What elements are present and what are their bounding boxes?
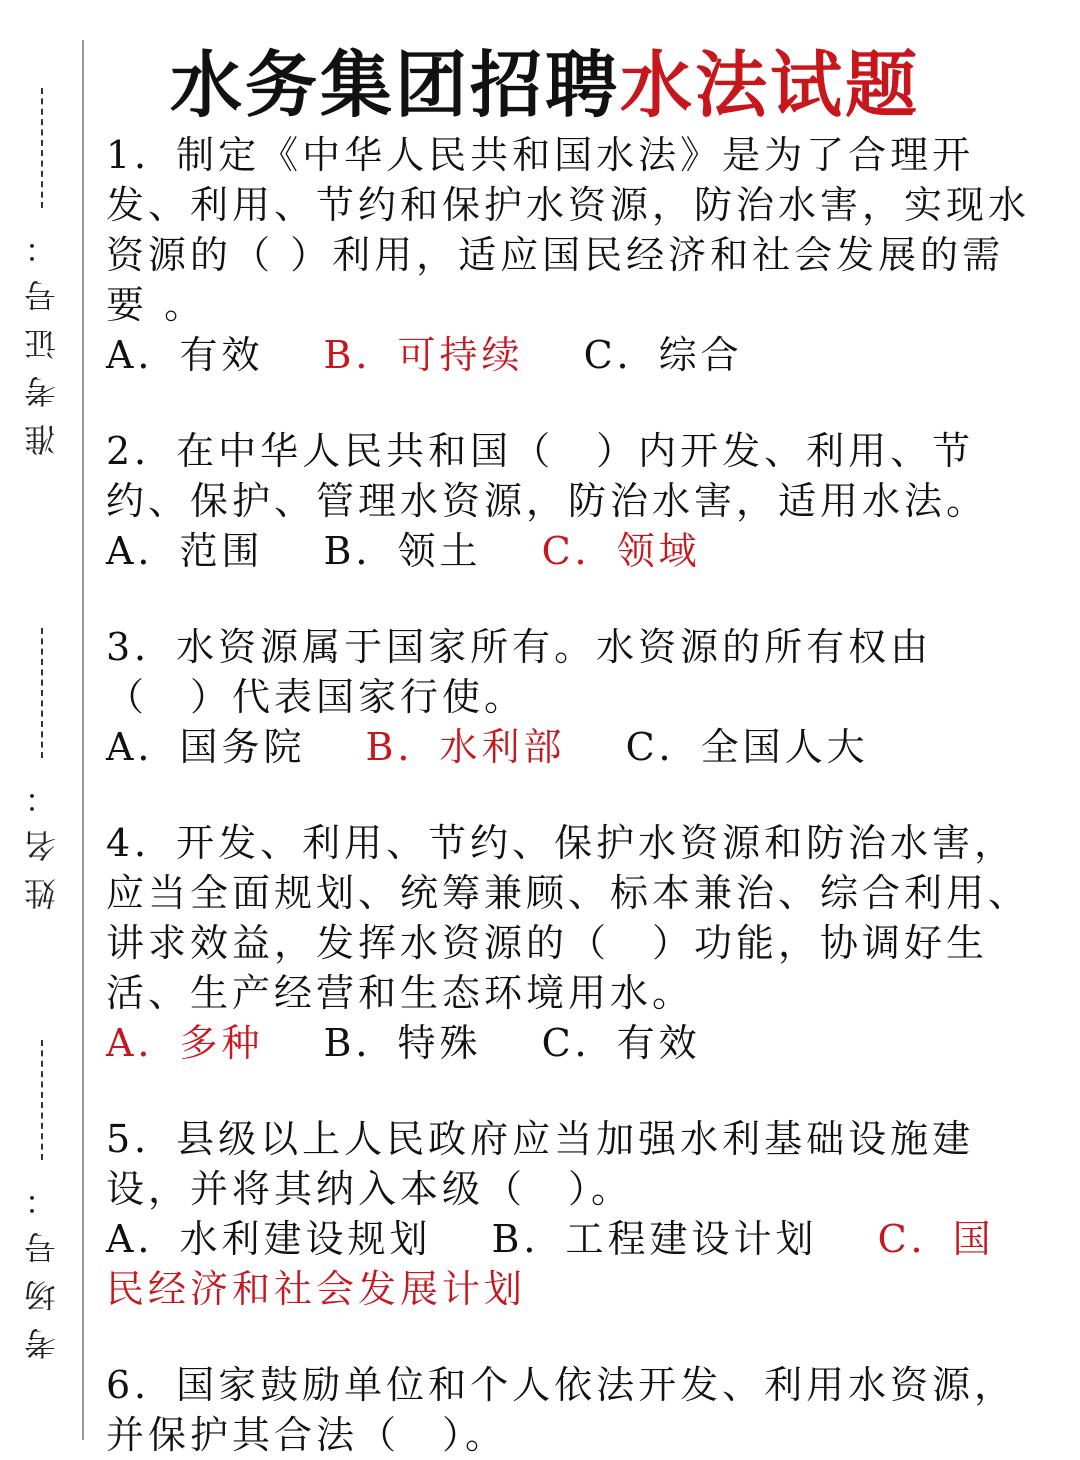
question-6-text: 6．国家鼓励单位和个人依法开发、利用水资源，并保护其合法（ ）。 <box>106 1363 1017 1457</box>
question-3-options <box>106 722 1036 772</box>
question-4-text: 4．开发、利用、节约、保护水资源和防治水害，应当全面规划、统筹兼顾、标本兼治、综合利用、讲求效益，发挥水资源的（ ）功能，协调好生活、生产经营和生态环境用水。 <box>106 821 1031 1015</box>
question-2-option-b: B．领土 <box>323 529 482 573</box>
question-5-options <box>106 1214 1036 1314</box>
exam-room-blank <box>41 1040 43 1160</box>
question-4-option-a: A．多种 <box>106 1021 264 1065</box>
question-5 <box>106 1114 1036 1314</box>
question-1-option-c: C．综合 <box>583 333 743 377</box>
exam-room-label: 考场号： <box>23 1168 61 1360</box>
exam-room-field <box>20 1040 64 1360</box>
question-5-option-a: A．水利建设规划 <box>106 1217 432 1261</box>
question-3-option-b: B．水利部 <box>365 725 566 769</box>
title-red-part: 水法试题 <box>620 43 921 127</box>
question-2-options <box>106 526 1036 576</box>
name-label: 姓名： <box>23 766 61 910</box>
question-4 <box>106 818 1036 1068</box>
admission-number-blank <box>41 88 43 208</box>
admission-number-field <box>20 88 64 456</box>
question-1-option-b: B．可持续 <box>323 333 524 377</box>
question-4-option-c: C．有效 <box>541 1021 701 1065</box>
question-1-text: 1．制定《中华人民共和国水法》是为了合理开发、利用、节约和保护水资源，防治水害，实现水资源的（ ）利用，适应国民经济和社会发展的需要 。 <box>106 133 1031 327</box>
question-4-option-b: B．特殊 <box>323 1021 482 1065</box>
question-5-text: 5．县级以上人民政府应当加强水利基础设施建设，并将其纳入本级（ ）。 <box>106 1117 975 1211</box>
question-list <box>106 130 1036 1460</box>
title-black-part: 水务集团招聘 <box>170 43 621 127</box>
page-title <box>170 40 920 130</box>
question-2-option-a: A．范围 <box>106 529 264 573</box>
exam-info-margin <box>0 0 84 1440</box>
question-1-options <box>106 330 1036 380</box>
name-blank <box>41 628 43 758</box>
question-2 <box>106 426 1036 576</box>
name-field <box>20 628 64 910</box>
question-4-options <box>106 1018 1036 1068</box>
question-3-option-c: C．全国人大 <box>625 725 869 769</box>
question-2-text: 2．在中华人民共和国（ ）内开发、利用、节约、保护、管理水资源，防治水害，适用水法。 <box>106 429 989 523</box>
question-6 <box>106 1360 1036 1460</box>
admission-number-label: 准考证号： <box>23 216 61 456</box>
question-5-option-c: C．国民经济和社会发展计划 <box>106 1217 995 1311</box>
question-5-option-b: B．工程建设计划 <box>491 1217 818 1261</box>
question-1 <box>106 130 1036 380</box>
question-3-text: 3．水资源属于国家所有。水资源的所有权由（ ）代表国家行使。 <box>106 625 933 719</box>
margin-divider <box>82 40 84 1440</box>
question-3 <box>106 622 1036 772</box>
question-1-option-a: A．有效 <box>106 333 264 377</box>
question-3-option-a: A．国务院 <box>106 725 306 769</box>
question-2-option-c: C．领域 <box>541 529 701 573</box>
